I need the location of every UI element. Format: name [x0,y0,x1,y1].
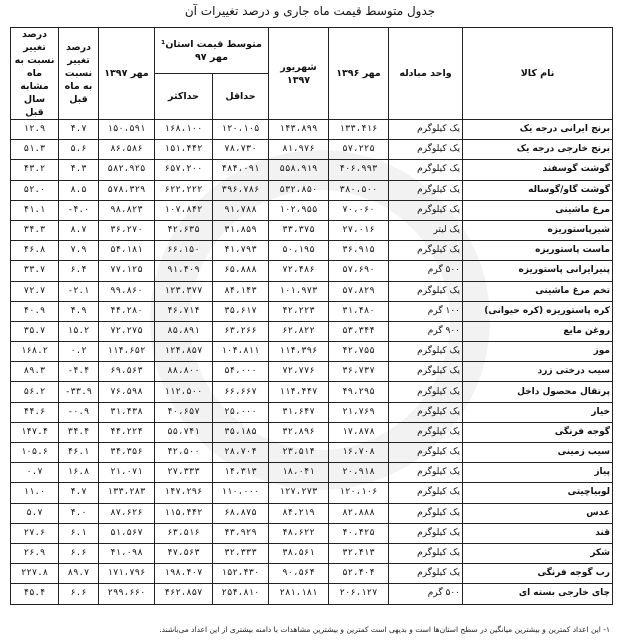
row-name: عدس [463,503,613,523]
table-row [11,120,613,140]
table-row [11,200,613,220]
row-mehr96: ۱۶،۷۰۸ [329,443,389,463]
row-change-month: ۱۵.۲ [59,321,99,341]
row-min: ۱۴،۳۱۳ [213,463,269,483]
row-min: ۳۲،۳۳۳ [213,543,269,563]
row-change-year: ۳۵.۷ [11,321,59,341]
header-change-month: درصد تغییر نسبت به ماه قبل [59,28,99,120]
row-change-month: -۴.۰ [59,200,99,220]
row-shahrivar97: ۳۲،۸۹۶ [269,422,329,442]
row-max: ۱۴۷،۲۹۶ [155,483,213,503]
row-change-year: ۰.۷ [11,463,59,483]
row-mehr97: ۷۶،۵۹۸ [99,382,155,402]
row-mehr96: ۲۷،۰۱۶ [329,220,389,240]
row-change-month: ۴.۷ [59,483,99,503]
row-change-month: ۵.۶ [59,140,99,160]
row-name: گوشت گاو/گوساله [463,180,613,200]
row-unit: یک کیلوگرم [389,362,463,382]
row-change-year: ۴۳.۲ [11,160,59,180]
row-mehr97: ۴۴،۲۸۰ [99,301,155,321]
row-max: ۶۲۲،۲۲۲ [155,180,213,200]
row-change-year: ۲۷.۶ [11,523,59,543]
row-unit: ۹۰۰ گرم [389,321,463,341]
row-change-year: ۳۴.۳ [11,220,59,240]
row-name: برنج ایرانی درجه یک [463,120,613,140]
table-row [11,564,613,584]
row-unit: یک کیلوگرم [389,140,463,160]
row-min: ۴۸۴،۰۹۱ [213,160,269,180]
header-mehr96: مهر ۱۳۹۶ [329,28,389,120]
table-row [11,422,613,442]
row-shahrivar97: ۱۱۴،۴۴۷ [269,382,329,402]
table-row [11,301,613,321]
row-mehr97: ۳۱،۴۳۸ [99,402,155,422]
row-unit: یک کیلوگرم [389,342,463,362]
row-mehr96: ۳۶،۹۱۵ [329,241,389,261]
row-shahrivar97: ۱۱۴،۳۹۶ [269,342,329,362]
row-change-year: ۴۶.۸ [11,241,59,261]
row-max: ۱۱۲،۵۰۰ [155,382,213,402]
row-change-year: ۲۲۷.۸ [11,564,59,584]
row-change-year: ۵۲.۰ [11,180,59,200]
table-row [11,180,613,200]
table-row [11,523,613,543]
row-change-month: ۶.۶ [59,543,99,563]
row-change-month: ۴.۷ [59,120,99,140]
row-name: شکر [463,543,613,563]
row-max: ۴۶۲،۸۵۷ [155,584,213,604]
price-table [10,27,613,605]
row-change-year: ۵۶.۲ [11,382,59,402]
table-row [11,342,613,362]
row-change-year: ۱۶۸.۲ [11,342,59,362]
table-row [11,160,613,180]
row-mehr97: ۳۴،۳۵۶ [99,443,155,463]
row-max: ۶۵۷،۲۰۰ [155,160,213,180]
row-mehr97: ۱۷۱،۷۹۶ [99,564,155,584]
row-mehr97: ۴۴،۲۲۴ [99,422,155,442]
row-mehr96: ۵۷،۶۹۰ [329,261,389,281]
row-name: شیرپاستوریزه [463,220,613,240]
row-min: ۲۵،۰۰۰ [213,402,269,422]
row-max: ۴۲،۵۰۰ [155,443,213,463]
row-shahrivar97: ۴۲،۲۲۳ [269,301,329,321]
header-unit: واحد مبادله [389,28,463,120]
row-name: گوجه فرنگی [463,422,613,442]
row-min: ۸۴،۱۴۳ [213,281,269,301]
row-mehr97: ۷۲،۲۷۵ [99,321,155,341]
row-max: ۸۸،۸۰۰ [155,362,213,382]
row-shahrivar97: ۲۳،۵۱۴ [269,443,329,463]
row-unit: یک کیلوگرم [389,543,463,563]
row-min: ۹۱،۷۸۸ [213,200,269,220]
row-max: ۶۳،۵۱۶ [155,523,213,543]
row-shahrivar97: ۶۲،۸۲۲ [269,321,329,341]
row-mehr96: ۴۹،۲۹۵ [329,382,389,402]
row-name: سیب درختی زرد [463,362,613,382]
table-row [11,140,613,160]
row-change-month: ۱۶.۸ [59,463,99,483]
header-mehr97: مهر ۱۳۹۷ [99,28,155,120]
header-change-year: درصد تغییر نسبت به ماه مشابه سال قبل [11,28,59,120]
header-max: حداکثر [155,74,213,120]
row-change-year: ۷۲.۷ [11,281,59,301]
row-unit: ۱۰۰ گرم [389,301,463,321]
row-min: ۱۰۴،۸۱۱ [213,342,269,362]
row-name: لوبیاچیتی [463,483,613,503]
row-mehr96: ۲۰،۹۱۸ [329,463,389,483]
row-unit: یک کیلوگرم [389,200,463,220]
row-max: ۴۶،۷۱۴ [155,301,213,321]
row-mehr97: ۸۶،۵۸۶ [99,140,155,160]
row-shahrivar97: ۸۴،۲۱۹ [269,503,329,523]
row-change-month: ۸۹.۷ [59,564,99,584]
row-mehr96: ۱۷،۸۷۸ [329,422,389,442]
row-mehr97: ۵۴،۱۸۱ [99,241,155,261]
row-unit: یک کیلوگرم [389,503,463,523]
row-min: ۳۵،۶۱۷ [213,301,269,321]
row-max: ۱۲۳،۳۷۷ [155,281,213,301]
row-shahrivar97: ۷۲،۴۸۶ [269,261,329,281]
row-change-year: ۵.۷ [11,503,59,523]
row-min: ۴۳،۹۲۹ [213,523,269,543]
row-mehr96: ۷۰،۰۶۰ [329,200,389,220]
row-change-month: ۴۶.۱ [59,443,99,463]
row-unit: یک کیلوگرم [389,160,463,180]
row-unit: یک کیلوگرم [389,281,463,301]
table-body [11,120,613,605]
row-max: ۶۶،۱۵۰ [155,241,213,261]
row-change-year: ۱۱.۰ [11,483,59,503]
row-shahrivar97: ۲۸۱،۱۸۱ [269,584,329,604]
row-change-year: ۸۹.۳ [11,362,59,382]
row-change-year: ۲۶.۹ [11,543,59,563]
row-mehr96: ۳۶،۷۳۷ [329,362,389,382]
row-name: سیب زمینی [463,443,613,463]
row-max: ۱۲۴،۸۵۷ [155,342,213,362]
row-shahrivar97: ۱۰۲،۹۵۵ [269,200,329,220]
row-mehr96: ۴۲،۷۵۵ [329,342,389,362]
table-row [11,362,613,382]
row-change-year: ۴۱.۱ [11,200,59,220]
row-shahrivar97: ۵۳۲،۸۵۰ [269,180,329,200]
row-mehr97: ۳۶،۲۷۰ [99,220,155,240]
row-name: پنیرایرانی پاستوریزه [463,261,613,281]
row-mehr96: ۱۲۰،۱۰۶ [329,483,389,503]
row-change-month: -۲.۱ [59,281,99,301]
row-unit: یک کیلوگرم [389,120,463,140]
row-unit: یک کیلوگرم [389,422,463,442]
row-change-month: -۴.۴ [59,362,99,382]
table-row [11,402,613,422]
row-min: ۵۴،۰۰۰ [213,362,269,382]
row-change-month: ۶.۱ [59,523,99,543]
header-min: حداقل [213,74,269,120]
row-mehr97: ۹۹،۸۶۰ [99,281,155,301]
row-name: پیاز [463,463,613,483]
row-mehr96: ۵۷،۸۲۹ [329,281,389,301]
row-change-year: ۴۴.۶ [11,402,59,422]
row-change-year: ۴۵.۴ [11,584,59,604]
table-row [11,503,613,523]
row-shahrivar97: ۱۲۷،۲۷۳ [269,483,329,503]
row-min: ۱۵۲،۴۳۰ [213,564,269,584]
row-max: ۱۱۵،۴۴۲ [155,503,213,523]
table-row [11,463,613,483]
row-change-month: ۸.۵ [59,180,99,200]
row-max: ۴۲،۶۳۵ [155,220,213,240]
row-unit: یک لیتر [389,220,463,240]
table-row [11,543,613,563]
row-unit: یک کیلوگرم [389,564,463,584]
row-max: ۴۷،۵۶۳ [155,543,213,563]
row-unit: یک کیلوگرم [389,180,463,200]
row-mehr97: ۸۷،۶۲۶ [99,503,155,523]
row-unit: یک کیلوگرم [389,523,463,543]
row-min: ۶۸،۸۷۵ [213,503,269,523]
row-mehr96: ۴۰،۴۲۵ [329,523,389,543]
row-mehr97: ۷۷،۱۲۵ [99,261,155,281]
row-shahrivar97: ۱۸،۰۴۱ [269,463,329,483]
row-shahrivar97: ۸۱،۹۷۶ [269,140,329,160]
table-title: جدول متوسط قیمت ماه جاری و درصد تغییرات آن [184,4,436,18]
row-shahrivar97: ۴۸،۶۲۲ [269,523,329,543]
row-mehr96: ۴۰۶،۹۹۳ [329,160,389,180]
row-name: گوشت گوسفند [463,160,613,180]
row-min: ۶۵،۸۸۸ [213,261,269,281]
table-row [11,241,613,261]
row-shahrivar97: ۵۰،۱۹۵ [269,241,329,261]
row-unit: یک کیلوگرم [389,402,463,422]
row-mehr97: ۴۱،۰۹۸ [99,543,155,563]
row-min: ۲۵۴،۸۱۰ [213,584,269,604]
row-max: ۲۷،۳۳۳ [155,463,213,483]
row-min: ۱۲۰،۱۰۵ [213,120,269,140]
row-change-year: ۳۳.۷ [11,261,59,281]
row-mehr96: ۸۲،۸۸۸ [329,503,389,523]
row-unit: ۵۰۰ گرم [389,261,463,281]
row-name: تخم مرغ ماشینی [463,281,613,301]
row-max: ۱۹۸،۴۰۷ [155,564,213,584]
row-name: پرتقال محصول داخل [463,382,613,402]
row-mehr97: ۹۸،۸۲۳ [99,200,155,220]
table-row [11,321,613,341]
row-max: ۹۱،۴۰۹ [155,261,213,281]
row-max: ۱۵۱،۴۴۲ [155,140,213,160]
row-max: ۱۶۸،۱۰۰ [155,120,213,140]
row-shahrivar97: ۳۱،۶۴۷ [269,402,329,422]
row-min: ۶۶،۶۶۷ [213,382,269,402]
row-min: ۳۹۶،۷۸۶ [213,180,269,200]
row-name: موز [463,342,613,362]
row-name: کره پاستوریزه (کره حیوانی) [463,301,613,321]
row-change-month: ۰.۲ [59,342,99,362]
row-max: ۱۰۷،۸۴۲ [155,200,213,220]
row-change-year: ۱۴۷.۴ [11,422,59,442]
row-max: ۵۵،۷۴۱ [155,422,213,442]
row-min: ۷۸،۷۳۰ [213,140,269,160]
row-mehr97: ۱۱۴،۶۵۲ [99,342,155,362]
header-row [11,28,613,74]
row-unit: یک کیلوگرم [389,443,463,463]
row-unit: یک کیلوگرم [389,382,463,402]
table-row [11,584,613,604]
row-mehr97: ۵۷۸،۳۲۹ [99,180,155,200]
table-row [11,443,613,463]
header-name: نام کالا [463,28,613,120]
row-mehr96: ۵۲،۴۰۴ [329,564,389,584]
row-name: خیار [463,402,613,422]
row-min: ۶۳،۲۶۶ [213,321,269,341]
row-name: ماست پاستوریزه [463,241,613,261]
row-mehr96: ۵۷،۲۲۵ [329,140,389,160]
row-name: قند [463,523,613,543]
row-change-month: ۴.۹ [59,301,99,321]
row-shahrivar97: ۳۸،۵۶۱ [269,543,329,563]
row-change-month: ۷.۹ [59,241,99,261]
row-mehr97: ۵۱،۵۶۷ [99,523,155,543]
row-change-year: ۴۰.۹ [11,301,59,321]
row-change-year: ۵۱.۳ [11,140,59,160]
row-change-month: -۰.۹ [59,402,99,422]
row-mehr96: ۳۸۰،۵۰۰ [329,180,389,200]
row-name: چای خارجی بسته ای [463,584,613,604]
row-mehr96: ۱۳۳،۴۱۶ [329,120,389,140]
row-min: ۳۵،۱۸۵ [213,422,269,442]
row-mehr96: ۲۱،۷۶۹ [329,402,389,422]
row-mehr97: ۲۱،۰۷۱ [99,463,155,483]
row-min: ۱۱۰،۰۰۰ [213,483,269,503]
row-shahrivar97: ۵۵۸،۹۱۹ [269,160,329,180]
row-mehr96: ۳۲،۴۱۳ [329,543,389,563]
row-shahrivar97: ۷۲،۷۷۶ [269,362,329,382]
row-change-month: -۳۳.۹ [59,382,99,402]
row-mehr96: ۵۳،۳۴۴ [329,321,389,341]
table-row [11,483,613,503]
header-shahrivar97: شهریور ۱۳۹۷ [269,28,329,120]
row-name: روغن مایع [463,321,613,341]
row-name: مرغ ماشینی [463,200,613,220]
row-shahrivar97: ۱۴۳،۸۹۹ [269,120,329,140]
row-mehr97: ۱۳۳،۲۸۳ [99,483,155,503]
row-shahrivar97: ۹۰،۵۶۴ [269,564,329,584]
row-min: ۴۱،۷۹۳ [213,241,269,261]
row-change-month: ۶.۴ [59,261,99,281]
row-max: ۴۰،۶۵۷ [155,402,213,422]
row-shahrivar97: ۱۰۱،۹۷۳ [269,281,329,301]
row-mehr97: ۲۹۹،۶۶۰ [99,584,155,604]
row-min: ۳۱،۸۵۹ [213,220,269,240]
row-change-month: ۶.۶ [59,584,99,604]
row-unit: یک کیلوگرم [389,463,463,483]
row-change-month: ۳۴.۴ [59,422,99,442]
row-mehr97: ۱۵۰،۵۹۱ [99,120,155,140]
row-change-month: ۴.۳ [59,160,99,180]
row-mehr96: ۳۱،۴۸۰ [329,301,389,321]
row-min: ۲۸،۷۰۴ [213,443,269,463]
row-mehr96: ۲۰۶،۱۲۷ [329,584,389,604]
table-row [11,382,613,402]
row-name: برنج خارجی درجه یک [463,140,613,160]
row-change-year: ۱۰۵.۶ [11,443,59,463]
row-mehr97: ۶۹،۵۶۳ [99,362,155,382]
footnote: ۱- این اعداد کمترین و بیشترین میانگین در سطح استان‌ها است و بدیهی است کمترین و بیشترین مشاهدات با دامنه بیشتری از این اعداد می‌باشند. [159,625,610,634]
row-name: رب گوجه فرنگی [463,564,613,584]
header-province-avg: متوسط قیمت استان¹ مهر ۹۷ [155,28,269,74]
row-change-year: ۱۲.۹ [11,120,59,140]
row-max: ۸۵،۸۹۱ [155,321,213,341]
row-shahrivar97: ۳۳،۳۷۵ [269,220,329,240]
row-unit: یک کیلوگرم [389,241,463,261]
row-change-month: ۴.۰ [59,503,99,523]
row-mehr97: ۵۸۲،۹۲۵ [99,160,155,180]
row-unit: ۵۰۰ گرم [389,584,463,604]
table-row [11,261,613,281]
row-change-month: ۸.۷ [59,220,99,240]
table-row [11,281,613,301]
table-row [11,220,613,240]
row-unit: یک کیلوگرم [389,483,463,503]
